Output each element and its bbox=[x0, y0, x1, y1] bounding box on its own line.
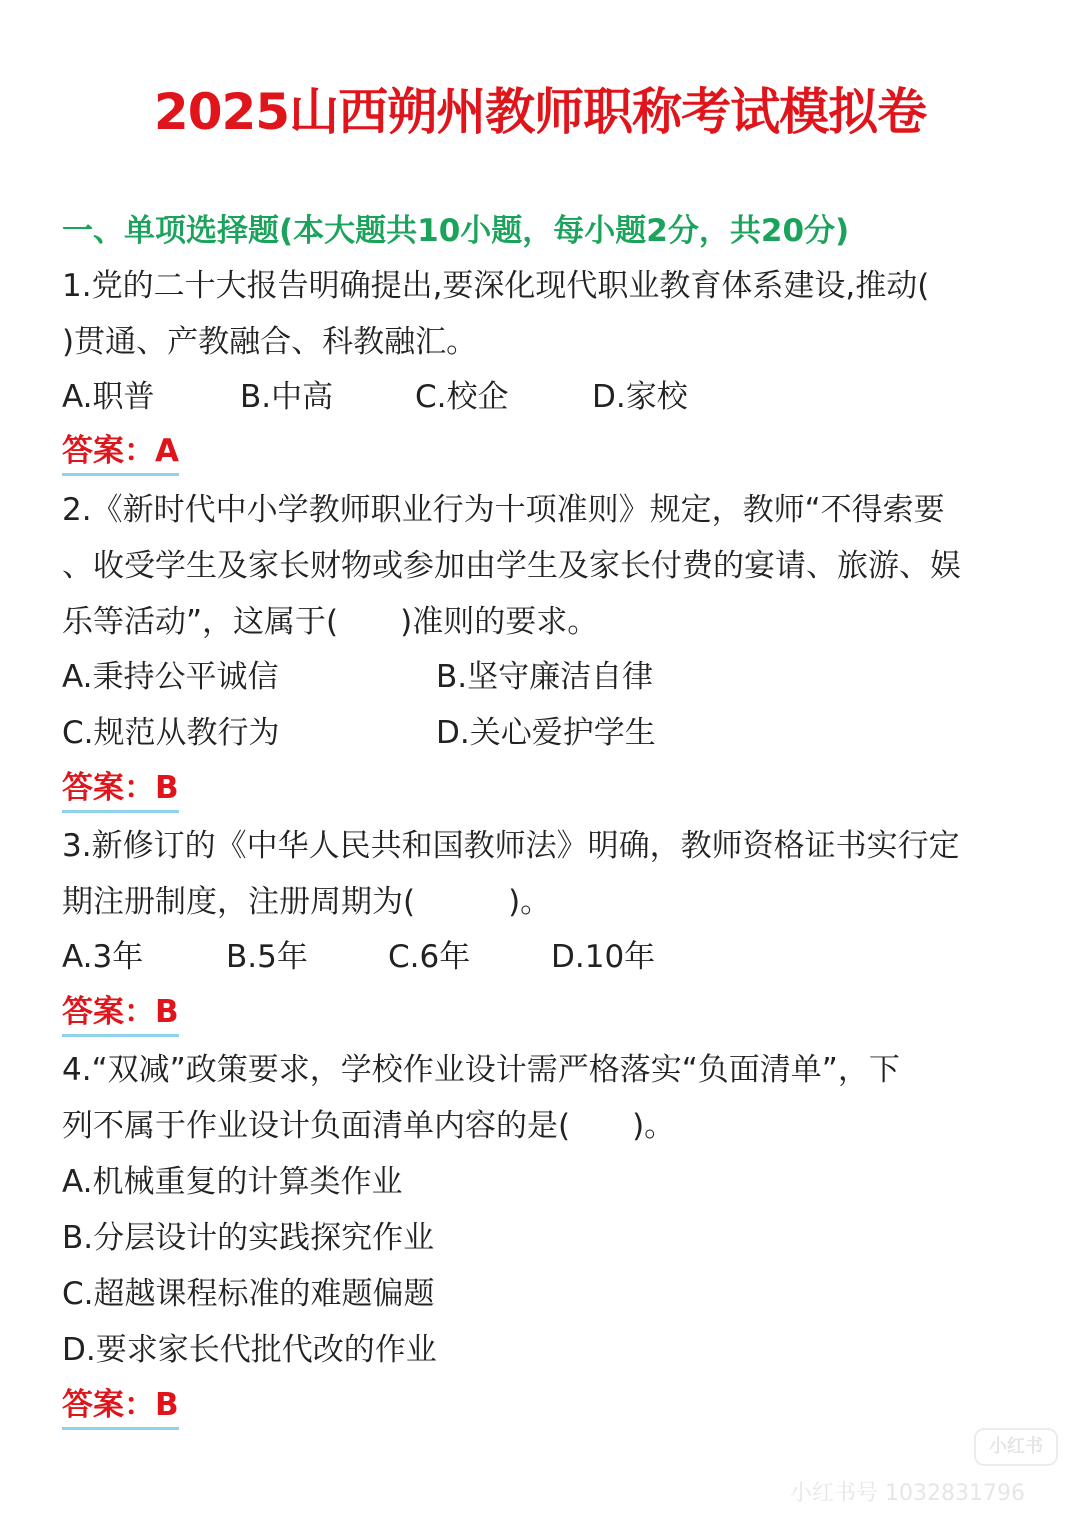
question-4-option-b: B.分层设计的实践探究作业 bbox=[62, 1220, 435, 1256]
question-4-option-d: D.要求家长代批代改的作业 bbox=[62, 1332, 437, 1368]
question-3-line-1: 3.新修订的《中华人民共和国教师法》明确，教师资格证书实行定 bbox=[62, 828, 960, 864]
question-3-option-b: B.5年 bbox=[226, 939, 308, 975]
question-2-option-d: D.关心爱护学生 bbox=[436, 715, 656, 751]
question-4-answer: 答案：B bbox=[62, 1385, 179, 1430]
question-1-option-b: B.中高 bbox=[240, 379, 334, 415]
question-4-option-a: A.机械重复的计算类作业 bbox=[62, 1164, 403, 1200]
question-3-option-a: A.3年 bbox=[62, 939, 144, 975]
question-3-option-d: D.10年 bbox=[551, 939, 656, 975]
section-heading: 一、单项选择题(本大题共10小题，每小题2分，共20分) bbox=[62, 213, 850, 249]
question-1-option-c: C.校企 bbox=[415, 379, 509, 415]
question-3-answer: 答案：B bbox=[62, 992, 179, 1037]
question-1-option-d: D.家校 bbox=[592, 379, 688, 415]
question-2-line-1: 2.《新时代中小学教师职业行为十项准则》规定，教师“不得索要 bbox=[62, 492, 945, 528]
watermark-id-text: 小红书号 1032831796 bbox=[790, 1481, 1025, 1506]
question-1-answer: 答案：A bbox=[62, 431, 179, 476]
question-2-option-b: B.坚守廉洁自律 bbox=[436, 659, 654, 695]
question-2-line-2: 、收受学生及家长财物或参加由学生及家长付费的宴请、旅游、娱 bbox=[62, 548, 961, 584]
question-4-line-2: 列不属于作业设计负面清单内容的是( )。 bbox=[62, 1108, 676, 1144]
question-2-answer: 答案：B bbox=[62, 768, 179, 813]
question-1-line-1: 1.党的二十大报告明确提出,要深化现代职业教育体系建设,推动( bbox=[62, 268, 930, 304]
question-3-line-2: 期注册制度，注册周期为( )。 bbox=[62, 884, 552, 920]
question-2-line-3: 乐等活动”，这属于( )准则的要求。 bbox=[62, 604, 599, 640]
question-4-line-1: 4.“双减”政策要求，学校作业设计需严格落实“负面清单”，下 bbox=[62, 1052, 900, 1088]
question-1-option-a: A.职普 bbox=[62, 379, 155, 415]
question-3-option-c: C.6年 bbox=[388, 939, 471, 975]
watermark-logo: 小红书 bbox=[974, 1428, 1058, 1466]
question-1-line-2: )贯通、产教融合、科教融汇。 bbox=[62, 324, 478, 360]
question-4-option-c: C.超越课程标准的难题偏题 bbox=[62, 1276, 435, 1312]
question-2-option-c: C.规范从教行为 bbox=[62, 715, 280, 751]
page-title: 2025山西朔州教师职称考试模拟卷 bbox=[153, 83, 927, 141]
question-2-option-a: A.秉持公平诚信 bbox=[62, 659, 279, 695]
